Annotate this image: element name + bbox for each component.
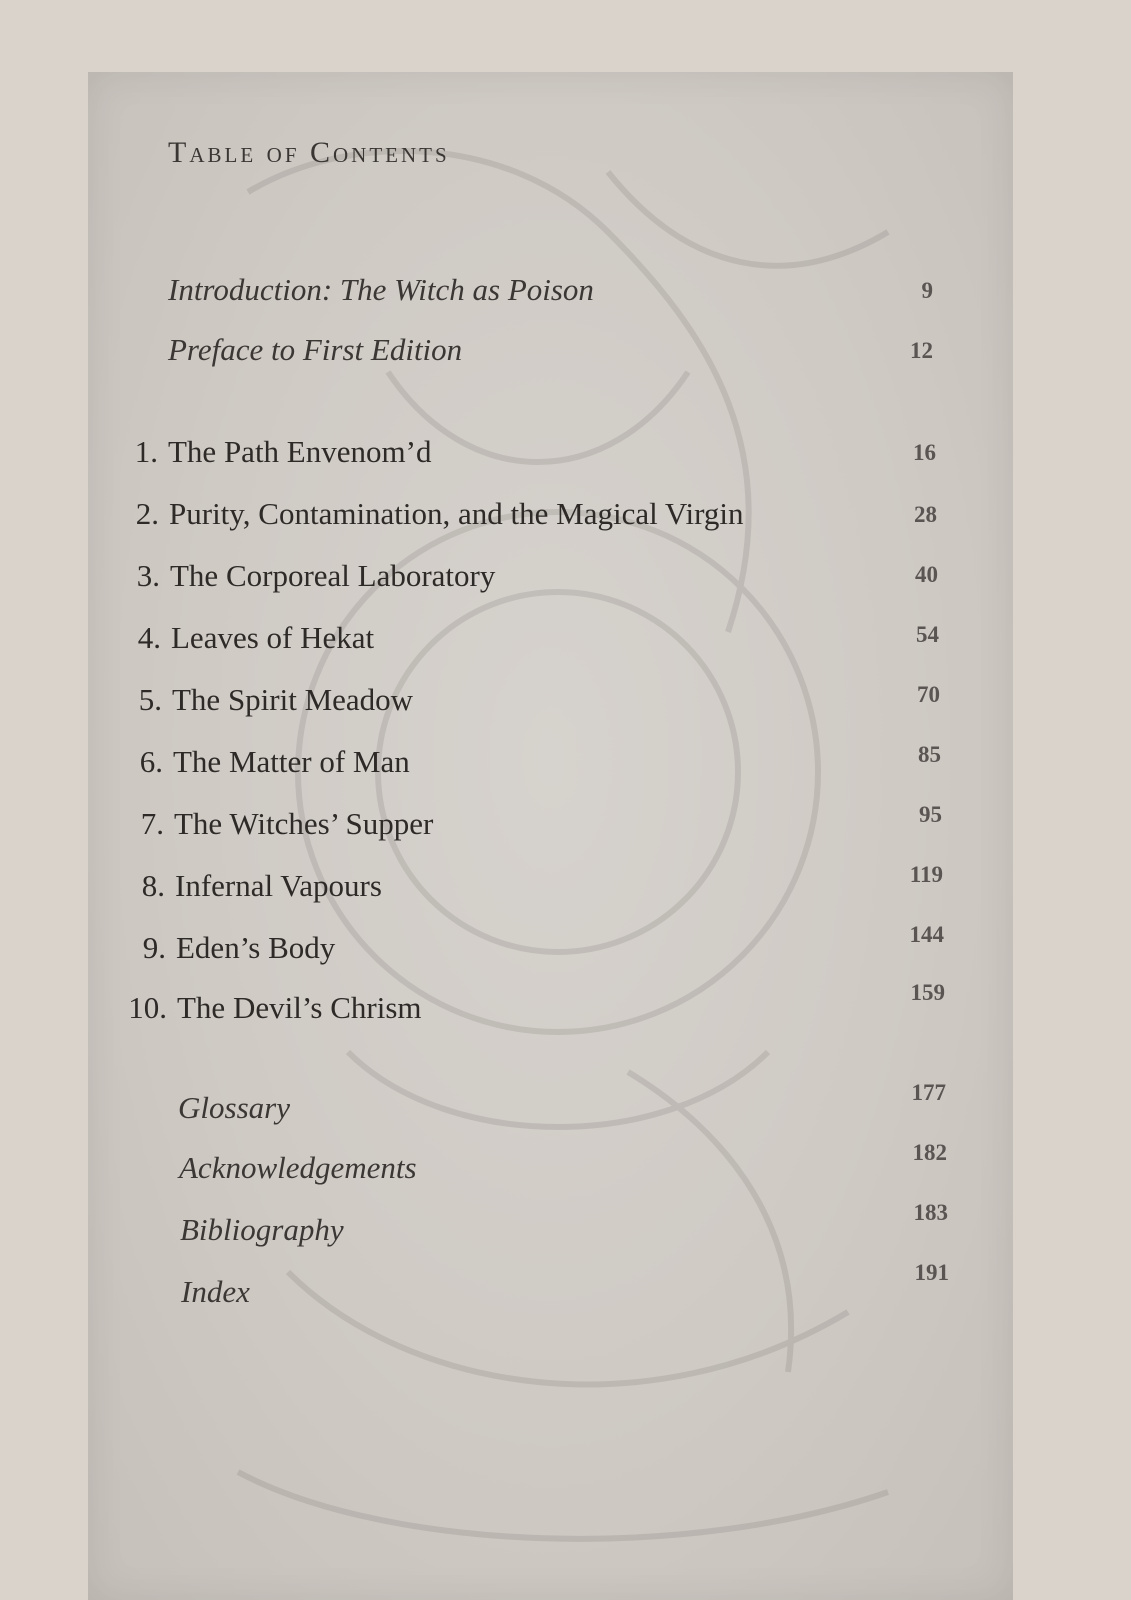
chapter-title: The Witches’ Supper — [174, 806, 434, 841]
chapter-page: 144 — [909, 922, 944, 947]
chapter-title: The Corporeal Laboratory — [170, 558, 496, 593]
page-title: Table of Contents — [168, 136, 450, 169]
chapter-page: 16 — [913, 440, 936, 465]
chapter-page: 70 — [917, 682, 940, 707]
chapter-title: Eden’s Body — [176, 930, 336, 965]
chapter-title: The Path Envenom’d — [168, 434, 432, 469]
chapter-title: The Spirit Meadow — [172, 682, 414, 717]
toc-entry-page: 183 — [913, 1200, 948, 1225]
chapter-title: The Devil’s Chrism — [177, 990, 422, 1025]
chapter-number: 7. — [140, 806, 164, 841]
chapter-title: Leaves of Hekat — [171, 620, 375, 655]
chapter-number: 3. — [136, 558, 160, 593]
chapter-page: 40 — [915, 562, 938, 587]
chapter-number: 1. — [134, 434, 158, 469]
chapter-number: 2. — [135, 496, 159, 531]
toc-chapter-6 — [88, 744, 1013, 788]
toc-chapter-7 — [88, 802, 1013, 850]
toc-chapter-10 — [88, 980, 1013, 1034]
chapter-page: 119 — [909, 862, 943, 887]
toc-entry-page: 182 — [912, 1140, 947, 1165]
toc-entry-acknowledgements — [88, 1140, 1013, 1194]
chapter-page: 159 — [910, 980, 945, 1005]
toc-entry-index — [88, 1260, 1013, 1318]
toc-entry-label: Index — [181, 1274, 250, 1309]
book-page — [88, 72, 1013, 1600]
toc-entry-label: Acknowledgements — [179, 1150, 417, 1185]
toc-entry-label: Glossary — [178, 1090, 290, 1125]
toc-chapter-1 — [88, 434, 1013, 478]
chapter-number: 10. — [128, 990, 167, 1025]
toc-entry-label: Bibliography — [180, 1212, 344, 1247]
toc-entry-preface — [88, 332, 1013, 376]
chapter-title: Infernal Vapours — [175, 868, 382, 903]
toc-entry-bibliography — [88, 1200, 1013, 1256]
chapter-number: 5. — [138, 682, 162, 717]
chapter-title: The Matter of Man — [173, 744, 410, 779]
chapter-number: 6. — [139, 744, 163, 779]
chapter-page: 54 — [916, 622, 939, 647]
toc-entry-page: 191 — [914, 1260, 949, 1285]
toc-entry-page: 12 — [910, 338, 933, 363]
chapter-page: 28 — [914, 502, 937, 527]
toc-entry-glossary — [88, 1080, 1013, 1134]
toc-entry-page: 177 — [911, 1080, 946, 1105]
toc-chapter-2 — [88, 496, 1013, 540]
chapter-number: 4. — [137, 620, 161, 655]
toc-chapter-4 — [88, 620, 1013, 664]
toc-entry-page: 9 — [921, 278, 933, 303]
toc-chapter-5 — [88, 682, 1013, 726]
chapter-number: 9. — [142, 930, 166, 965]
chapter-page: 95 — [919, 802, 942, 827]
chapter-page: 85 — [918, 742, 941, 767]
toc-chapter-3 — [88, 558, 1013, 602]
toc-entry-introduction — [88, 272, 1013, 316]
toc-chapter-8 — [88, 862, 1013, 912]
toc-entry-label: Preface to First Edition — [168, 332, 463, 367]
chapter-number: 8. — [141, 868, 165, 903]
toc-chapter-9 — [88, 922, 1013, 974]
chapter-title: Purity, Contamination, and the Magical Virgin — [169, 496, 744, 531]
toc-entry-label: Introduction: The Witch as Poison — [168, 272, 594, 307]
